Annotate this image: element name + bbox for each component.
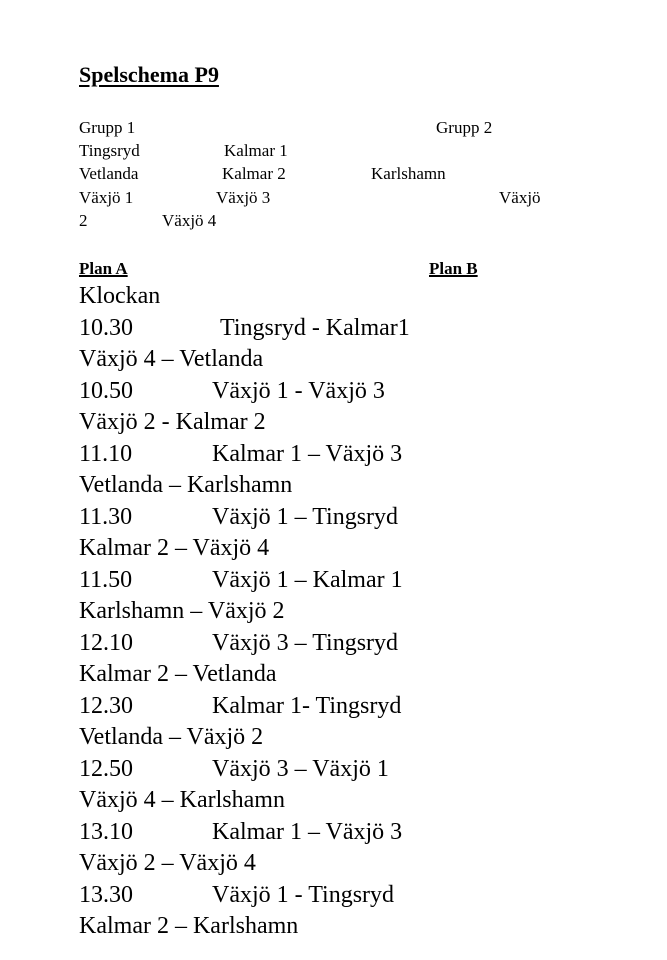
team-vaxjo-3: Växjö 3 <box>216 188 271 207</box>
slot-match-plan-a: Kalmar 1- Tingsryd <box>212 693 402 719</box>
slot-time: 11.30 <box>79 504 133 530</box>
slot-match-plan-a: Växjö 1 - Växjö 3 <box>212 378 385 404</box>
slot-match-plan-b: Kalmar 2 – Vetlanda <box>79 661 277 687</box>
slot-match-plan-b: Växjö 4 – Karlshamn <box>79 787 285 813</box>
slot-time: 11.10 <box>79 441 133 467</box>
slot-match-plan-a: Växjö 3 – Tingsryd <box>212 630 399 656</box>
slot-match-plan-b: Växjö 2 - Kalmar 2 <box>79 409 266 435</box>
slot-match-plan-b: Vetlanda – Karlshamn <box>79 472 293 498</box>
slot-match-plan-a: Kalmar 1 – Växjö 3 <box>212 819 403 845</box>
slot-time: 10.50 <box>79 378 133 404</box>
slot-match-plan-a: Tingsryd - Kalmar1 <box>220 315 410 341</box>
team-vetlanda: Vetlanda <box>79 164 139 183</box>
page-title: Spelschema P9 <box>79 62 219 87</box>
slot-time: 12.10 <box>79 630 133 656</box>
slot-time: 12.50 <box>79 756 133 782</box>
team-vaxjo-4: Växjö 4 <box>162 211 217 230</box>
plan-a-header: Plan A <box>79 259 128 278</box>
slot-match-plan-b: Kalmar 2 – Karlshamn <box>79 913 299 939</box>
slot-match-plan-b: Karlshamn – Växjö 2 <box>79 598 285 624</box>
slot-time: 13.10 <box>79 819 133 845</box>
slot-time: 11.50 <box>79 567 133 593</box>
slot-match-plan-a: Växjö 3 – Växjö 1 <box>212 756 389 782</box>
slot-match-plan-a: Växjö 1 – Kalmar 1 <box>212 567 403 593</box>
slot-match-plan-a: Växjö 1 – Tingsryd <box>212 504 399 530</box>
team-kalmar-1: Kalmar 1 <box>224 141 288 160</box>
slot-match-plan-b: Växjö 4 – Vetlanda <box>79 346 264 372</box>
slot-time: 12.30 <box>79 693 133 719</box>
team-karlshamn: Karlshamn <box>371 164 446 183</box>
slot-match-plan-a: Kalmar 1 – Växjö 3 <box>212 441 403 467</box>
slot-time: 10.30 <box>79 315 133 341</box>
clock-header: Klockan <box>79 283 161 309</box>
team-vaxjo-1: Växjö 1 <box>79 188 134 207</box>
team-vaxjo-2-part2: 2 <box>79 211 88 230</box>
team-kalmar-2: Kalmar 2 <box>222 164 286 183</box>
slot-match-plan-b: Kalmar 2 – Växjö 4 <box>79 535 270 561</box>
slot-match-plan-b: Vetlanda – Växjö 2 <box>79 724 264 750</box>
slot-time: 13.30 <box>79 882 133 908</box>
slot-match-plan-b: Växjö 2 – Växjö 4 <box>79 850 256 876</box>
plan-b-header: Plan B <box>429 259 478 278</box>
group-1-label: Grupp 1 <box>79 118 136 137</box>
slot-match-plan-a: Växjö 1 - Tingsryd <box>212 882 395 908</box>
group-2-label: Grupp 2 <box>436 118 493 137</box>
team-tingsryd: Tingsryd <box>79 141 140 160</box>
team-vaxjo-2-part1: Växjö <box>499 188 541 207</box>
